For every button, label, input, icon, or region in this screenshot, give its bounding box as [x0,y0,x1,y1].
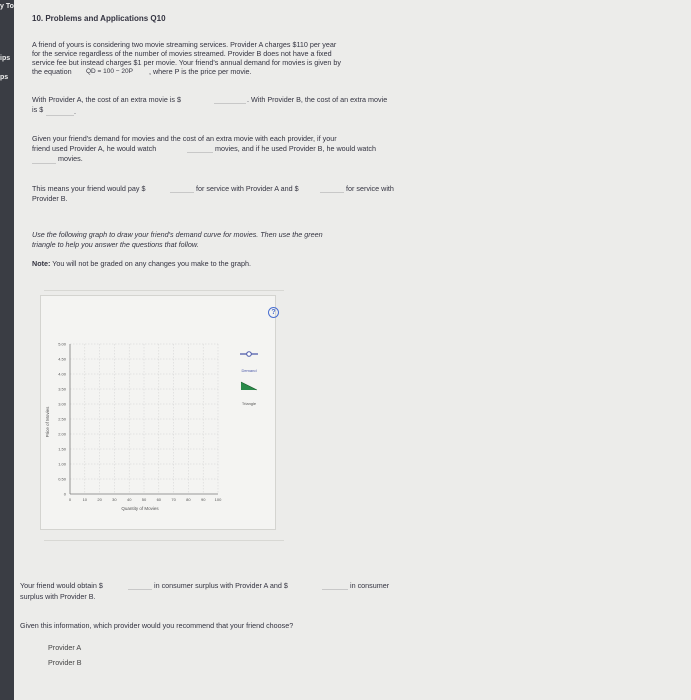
x-tick-label: 30 [112,497,117,502]
sidebar-tab-1[interactable]: y To [0,3,14,10]
demand-legend-marker [247,352,252,357]
y-tick-label: 1.00 [58,461,66,467]
x-tick-label: 20 [97,497,102,502]
cost-b-end: . [74,107,76,116]
cost-a-label: With Provider A, the cost of an extra movie is $ [32,95,182,104]
payment-b-input[interactable] [320,183,344,193]
surplus-d-label: surplus with Provider B. [20,592,96,601]
quantity-line-2b: movies, and if he used Provider B, he would watch [215,144,377,153]
payment-b-label: for service with Provider A and $ [196,184,299,193]
quantity-line-1: Given your friend's demand for movies and the cost of an extra movie with each provider, if your [32,134,337,143]
x-tick-label: 70 [171,497,176,502]
x-tick-label: 60 [156,497,162,502]
graph-note-text: You will not be graded on any changes you make to the graph. [52,259,251,268]
x-tick-label: 100 [214,497,222,502]
graph-instructions-2: triangle to help you answer the questions that follow. [32,240,199,249]
cost-b-label: . With Provider B, the cost of an extra movie [247,95,388,104]
y-tick-label: 0 [63,491,66,497]
y-tick-label: 3.00 [58,401,66,407]
y-tick-label: 4.50 [58,356,66,362]
demand-equation: QD = 100 − 20P [86,68,133,75]
y-tick-label: 2.00 [58,431,66,437]
legend-triangle[interactable] [241,382,257,390]
surplus-b-label: in consumer surplus with Provider A and $ [154,581,288,590]
graph-note-bold: Note: [32,259,51,268]
payment-a-input[interactable] [170,183,194,193]
intro-line-1: A friend of yours is considering two movie streaming services. Provider A charges $110 per year [32,40,337,49]
question-page [14,0,691,700]
intro-line-3: service fee but instead charges $1 per movie. Your friend's annual demand for movies is given by [32,58,342,67]
legend-demand[interactable] [240,352,258,357]
graph-bottom-divider [44,540,284,541]
y-axis-label: Price of Movies [45,406,50,438]
graph-note [32,259,251,269]
recommend-question: Given this information, which provider would you recommend that your friend choose? [20,621,294,630]
demand-legend-label: Demand [241,368,257,373]
triangle-legend-label: Triangle [241,401,257,406]
y-tick-label: 1.50 [58,446,66,452]
x-tick-label: 0 [68,497,72,502]
quantity-line-3: movies. [58,154,83,163]
cost-b-label-cont: is $ [32,105,44,114]
help-icon[interactable]: ? [268,307,279,318]
surplus-a-label: Your friend would obtain $ [20,581,103,590]
x-tick-label: 40 [126,497,132,502]
quantity-a-input[interactable] [187,143,213,153]
payment-d-label: Provider B. [32,194,68,203]
y-tick-label: 4.00 [58,371,66,377]
question-title: 10. Problems and Applications Q10 [32,14,166,23]
y-tick-label: 2.50 [58,416,66,422]
y-tick-label: 3.50 [58,386,66,392]
y-tick-label: 5.00 [58,341,66,347]
y-tick-label: 0.50 [58,476,66,482]
payment-c-label: for service with [346,184,394,193]
equation-where: , where P is the price per movie. [149,67,252,76]
graph-instructions-1: Use the following graph to draw your friend's demand curve for movies. Then use the green [32,230,323,239]
x-tick-label: 80 [186,497,191,502]
option-provider-b[interactable]: Provider B [48,658,82,667]
x-tick-label: 50 [141,497,147,502]
x-axis-label: Quantity of Movies [121,506,159,511]
quantity-line-2a: friend used Provider A, he would watch [32,144,157,153]
quantity-b-input[interactable] [32,154,56,164]
cost-b-input[interactable] [46,106,74,116]
intro-line-2: for the service regardless of the number of movies streamed. Provider B does not have a fixed [32,49,332,58]
surplus-c-label: in consumer [350,581,390,590]
sidebar-tab-3[interactable]: ps [0,74,9,81]
cost-a-input[interactable] [214,94,246,104]
surplus-a-input[interactable] [128,580,152,590]
sidebar-tab-2[interactable]: ips [0,55,11,62]
payment-a-label: This means your friend would pay $ [32,184,146,193]
option-provider-a[interactable]: Provider A [48,643,82,652]
graph-top-divider [44,290,284,291]
x-tick-label: 10 [82,497,88,502]
demand-graph[interactable] [40,330,270,520]
left-sidebar [0,0,14,700]
surplus-b-input[interactable] [322,580,348,590]
x-tick-label: 90 [200,497,206,502]
intro-line-4: the equation [32,67,72,76]
